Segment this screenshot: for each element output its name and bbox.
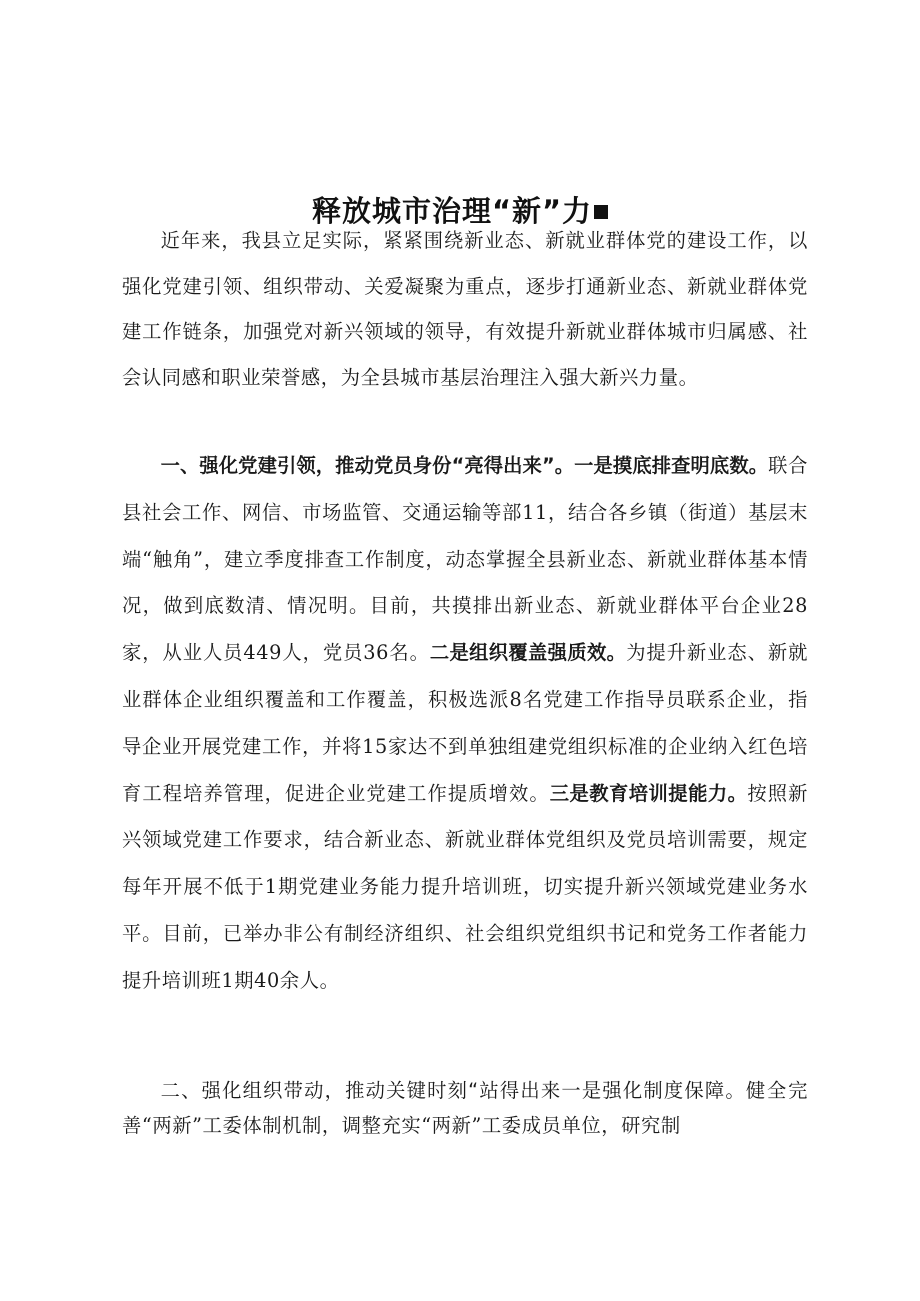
- section-1-paragraph: [122, 443, 808, 1005]
- section-2-text-1: 健全完善“两新”工委体制机制，调整充实“两新”工委成员单位，研究制: [122, 1079, 808, 1137]
- section-1-text-1: 联合县社会工作、网信、市场监管、交通运输等部11，结合各乡镇（街道）基层末端“触角”，建立季度排查工作制度，动态掌握全县新业态、新就业群体基本情况，做到底数清、情况明。目前，共摸排出新业态、新就业群体平台企业28家，从业人员449人，党员36名。: [122, 454, 809, 665]
- intro-paragraph: 近年来，我县立足实际，紧紧围绕新业态、新就业群体党的建设工作，以强化党建引领、组织带动、关爱凝聚为重点，逐步打通新业态、新就业群体党建工作链条，加强党对新兴领域的领导，有效提升新就业群体城市归属感、社会认同感和职业荣誉感，为全县城市基层治理注入强大新兴力量。: [122, 229, 808, 389]
- section-1-text-2: 为提升新业态、新就业群体企业组织覆盖和工作覆盖，积极选派8名党建工作指导员联系企业，指导企业开展党建工作，并将15家达不到单独组建党组织标准的企业纳入红色培育工程培养管理，促进企业党建工作提质增效。: [122, 641, 808, 805]
- section-1-subheading-2: 二是组织覆盖强质效。: [429, 641, 627, 665]
- section-2-paragraph: [122, 1073, 808, 1143]
- section-2-heading: 二、强化组织带动，推动关键时刻“站得出来一是强化制度保障。: [160, 1079, 746, 1102]
- title-text: 释放城市治理“新”力: [311, 194, 593, 229]
- section-1-subheading-3: 三是教育培训提能力。: [549, 781, 748, 805]
- section-1-heading: 一、强化党建引领，推动党员身份“亮得出来”。一是摸底排查明底数。: [160, 454, 769, 477]
- section-1-text-3: 按照新兴领域党建工作要求，结合新业态、新就业群体党组织及党员培训需要，规定每年开展不低于1期党建业务能力提升培训班，切实提升新兴领域党建业务水平。目前，已举办非公有制经济组织、社会组织党组织书记和党务工作者能力提升培训班1期40余人。: [122, 781, 808, 992]
